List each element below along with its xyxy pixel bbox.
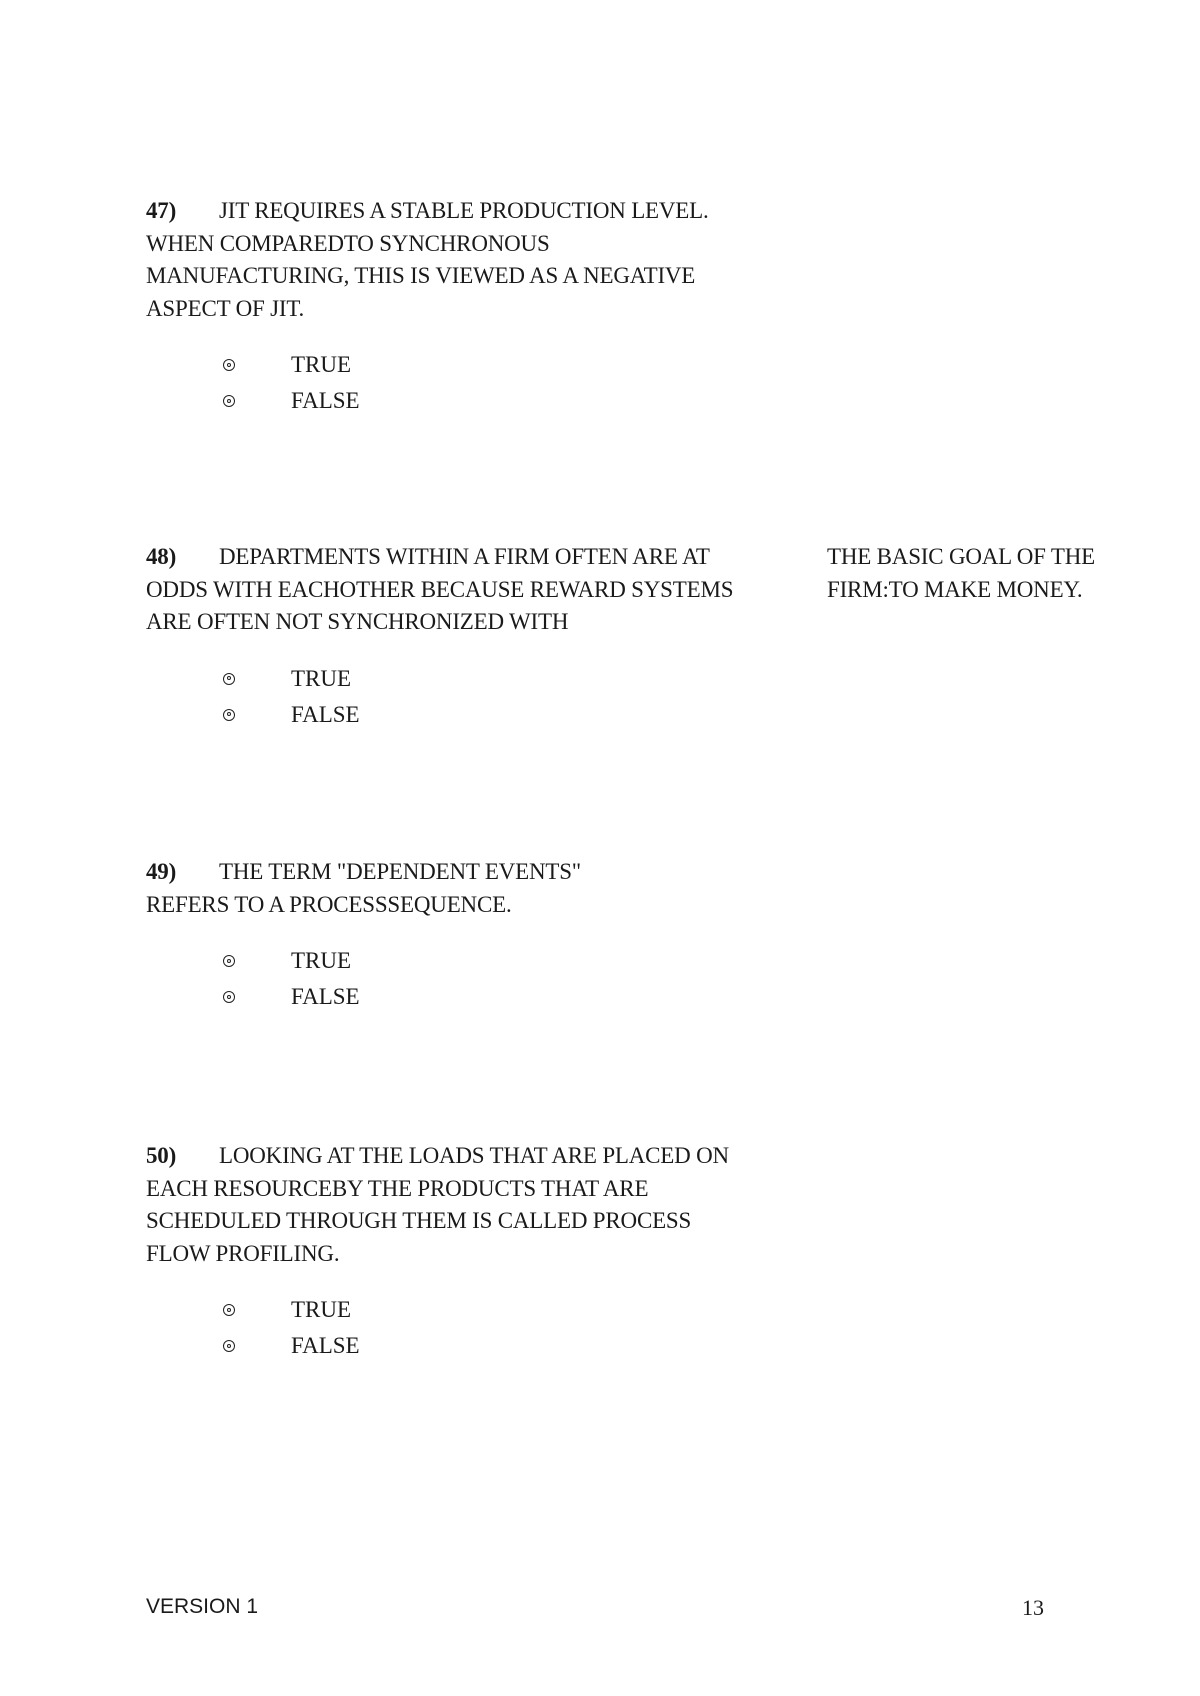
question-number: 47) — [146, 198, 177, 223]
question-body: LOOKING AT THE LOADS THAT ARE PLACED ON EACH RESOURCEBY THE PRODUCTS THAT ARE SCHEDULED THROUGH THEM IS CALLED PROCESS FLOW PROFILING. — [146, 1143, 729, 1266]
option-true[interactable] — [146, 661, 1146, 697]
question-body: THE TERM "DEPENDENT EVENTS" REFERS TO A PROCESSSEQUENCE. — [146, 859, 581, 917]
question-47 — [146, 195, 1146, 419]
question-number: 48) — [146, 544, 177, 569]
option-false[interactable] — [146, 979, 1146, 1015]
option-true[interactable] — [146, 347, 1146, 383]
question-text — [146, 1140, 756, 1270]
option-true[interactable] — [146, 943, 1146, 979]
option-false[interactable] — [146, 383, 1146, 419]
option-false[interactable] — [146, 1328, 1146, 1364]
option-false[interactable] — [146, 697, 1146, 733]
answer-options — [146, 347, 1146, 419]
answer-options — [146, 1292, 1146, 1364]
option-label: TRUE — [291, 665, 352, 691]
radio-button-icon[interactable] — [223, 359, 235, 371]
question-50 — [146, 1140, 1146, 1364]
footer-page-number: 13 — [1022, 1595, 1044, 1620]
question-number: 50) — [146, 1143, 177, 1168]
radio-button-icon[interactable] — [223, 1304, 235, 1316]
question-text — [146, 195, 756, 325]
option-label: TRUE — [291, 1297, 352, 1322]
answer-options — [146, 943, 1146, 1015]
question-48 — [146, 541, 1146, 733]
option-label: FALSE — [291, 388, 360, 413]
radio-button-icon[interactable] — [223, 709, 235, 721]
radio-button-icon[interactable] — [223, 955, 235, 967]
question-body: DEPARTMENTS WITHIN A FIRM OFTEN ARE AT ODDS WITH EACHOTHER BECAUSE REWARD SYSTEMS ARE OFTEN NOT SYNCHRONIZED WITH — [146, 544, 734, 634]
question-text — [146, 856, 616, 921]
footer-version: VERSION 1 — [146, 1595, 259, 1618]
option-label: TRUE — [291, 948, 352, 973]
question-number: 49) — [146, 859, 177, 884]
question-49 — [146, 856, 1146, 1015]
radio-button-icon[interactable] — [223, 395, 235, 407]
question-body: JIT REQUIRES A STABLE PRODUCTION LEVEL. WHEN COMPAREDTO SYNCHRONOUS MANUFACTURING, THIS IS VIEWED AS A NEGATIVE ASPECT OF JIT. — [146, 198, 709, 321]
option-label: FALSE — [291, 701, 360, 727]
radio-button-icon[interactable] — [223, 991, 235, 1003]
question-text — [146, 541, 756, 639]
option-label: TRUE — [291, 352, 352, 377]
option-true[interactable] — [146, 1292, 1146, 1328]
option-label: FALSE — [291, 984, 360, 1009]
question-continuation-text: THE BASIC GOAL OF THE FIRM:TO MAKE MONEY. — [827, 544, 1095, 602]
radio-button-icon[interactable] — [223, 1340, 235, 1352]
answer-options — [146, 661, 1146, 733]
radio-button-icon[interactable] — [223, 673, 235, 685]
option-label: FALSE — [291, 1333, 360, 1358]
